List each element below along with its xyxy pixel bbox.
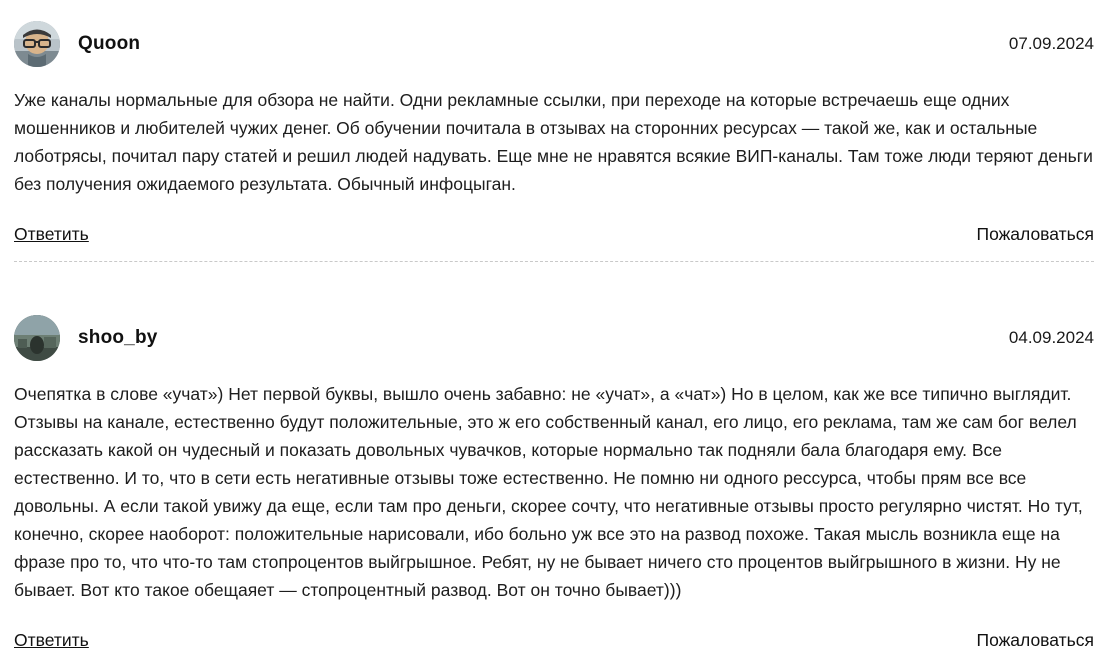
comment-actions <box>14 630 1094 667</box>
comment-date: 07.09.2024 <box>1008 34 1094 53</box>
reply-button[interactable]: Ответить <box>14 224 89 244</box>
comment-item <box>14 0 1094 261</box>
avatar[interactable] <box>14 21 60 67</box>
report-button[interactable]: Пожаловаться <box>976 224 1094 244</box>
user-avatar-photo-icon <box>14 21 60 67</box>
section-gap <box>14 262 1094 288</box>
comment-header <box>14 16 1094 72</box>
report-button[interactable]: Пожаловаться <box>976 630 1094 650</box>
comment-header <box>14 310 1094 366</box>
reply-button[interactable]: Ответить <box>14 630 89 650</box>
comment-date: 04.09.2024 <box>1008 328 1094 347</box>
comment-author: Quoon <box>78 33 141 54</box>
avatar[interactable] <box>14 315 60 361</box>
comment-text: Уже каналы нормальные для обзора не найти. Одни рекламные ссылки, при переходе на которые встречаешь еще одних мошенников и любителей чужих денег. Об обучении почитала в отзывах на сторонних ресурсах — такой же, как и остальные лоботрясы, почитал пару статей и решил людей надувать. Еще мне не нравятся всякие ВИП-каналы. Там тоже люди теряют деньги без получения ожидаемого результата. Обычный инфоцыган. <box>14 90 1093 194</box>
comment-text: Очепятка в слове «учат») Нет первой буквы, вышло очень забавно: не «учат», а «чат») Но в целом, как же все типично выглядит. Отзывы на канале, естественно будут положительные, это ж его собственный канал, его лицо, его реклама, там же сам бог велел рассказать какой он чудесный и показать довольных чувачков, которые нормально так подняли бала благодаря ему. Все естественно. И то, что в сети есть негативные отзывы тоже естественно. Не помню ни одного рессурса, чтобы прям все все довольны. А если такой увижу да еще, если там про деньги, скорее сочту, что негативные отзывы просто регулярно чистят. Но тут, конечно, скорее наоборот: положительные нарисовали, ибо больно уж все это на развод похоже. Такая мысль возникла еще на фразе про то, что что-то там стопроцентов выйгрышное. Ребят, ну не бывает ничего сто процентов выйгрышного в жизни. Ну не бывает. Вот кто такое обещаяет — стопроцентный развод. Вот он точно бывает))) <box>14 384 1083 600</box>
comment-actions <box>14 224 1094 261</box>
comment-author: shoo_by <box>78 327 158 348</box>
user-avatar-photo-icon <box>14 315 60 361</box>
comment-item <box>14 288 1094 667</box>
